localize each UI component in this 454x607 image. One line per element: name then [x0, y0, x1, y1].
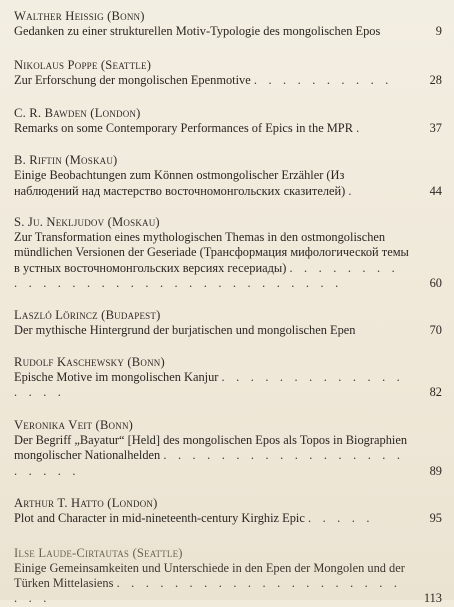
- toc-entry: [14, 153, 442, 199]
- leader-dots: . . . . . . . . . . . . . . . . . . . . . . . . . . . . . . .: [14, 260, 399, 291]
- toc-entry: [14, 308, 442, 338]
- author-name: Laszló Lörincz (Budapest): [14, 307, 161, 322]
- page-number: 28: [429, 73, 442, 88]
- contribution-title: Remarks on some Contemporary Performances of Epics in the MPR: [14, 120, 353, 135]
- contribution-title-line: [14, 73, 442, 88]
- contribution-title-line: [14, 370, 442, 401]
- author-name: Veronika Veit (Bonn): [14, 417, 134, 432]
- page-number: 89: [429, 463, 442, 478]
- author-name: Nikolaus Poppe (Seattle): [14, 58, 152, 73]
- contribution-title-line: [14, 323, 442, 338]
- page-number: 95: [429, 511, 442, 526]
- contribution-title-line: [14, 511, 442, 526]
- toc-entry: [14, 355, 442, 401]
- contribution-title: Einige Gemeinsamkeiten und Unterschiede in den Epen der Mongolen und der Türken Mittelasiens: [14, 560, 405, 590]
- toc-entry: [14, 215, 442, 292]
- author-name: B. Riftin (Moskau): [14, 153, 118, 168]
- leader-dots: . . . . . . . . . .: [253, 73, 393, 88]
- leader-dots: . . . . .: [307, 511, 374, 526]
- page-number: 9: [435, 24, 442, 38]
- author-name: C. R. Bawden (London): [14, 105, 141, 120]
- page-number: 60: [429, 276, 442, 291]
- contribution-title: Plot and Character in mid-nineteenth-century Kirghiz Epic: [14, 511, 305, 526]
- page-number: 82: [429, 385, 442, 400]
- toc-entry: [14, 546, 442, 607]
- contribution-title: Zur Erforschung der mongolischen Epenmotive: [14, 73, 251, 88]
- contribution-title: Der Begriff „Bayatur“ [Held] des mongolischen Epos als Topos in Biographien mongolischer Nationalhelden: [14, 432, 408, 463]
- contribution-title-line: [14, 230, 442, 292]
- toc-entry: [14, 496, 442, 526]
- contribution-title: Zur Transformation eines mythologischen Themas in den ostmongolischen mündlichen Versionen der Geseriade (Трансформация мифологической темы в устных восточномонгольских версиях гесериады): [14, 230, 409, 275]
- page-number: 44: [429, 183, 442, 198]
- page-number: 37: [429, 120, 442, 135]
- toc-entry: [14, 9, 442, 39]
- contribution-title-line: [14, 168, 442, 199]
- leader-dots: .: [348, 183, 356, 198]
- contribution-title-line: [14, 433, 442, 479]
- contribution-title-line: [14, 121, 442, 136]
- contribution-title: Gedanken zu einer strukturellen Motiv-Typologie des mongolischen Epos: [14, 24, 381, 38]
- author-name: Rudolf Kaschewsky (Bonn): [14, 355, 165, 370]
- toc-entry: [14, 418, 442, 479]
- contribution-title-line: [14, 24, 442, 39]
- leader-dots: . . . . . . . . . . . . . . . . .: [14, 370, 404, 400]
- toc-entry: [14, 106, 442, 136]
- page-number: 113: [423, 591, 442, 606]
- toc-entry: [14, 58, 442, 88]
- contribution-title: Epische Motive im mongolischen Kanjur: [14, 370, 219, 385]
- author-name: S. Ju. Nekljudov (Moskau): [14, 215, 160, 230]
- contribution-title: Der mythische Hintergrund der burjatischen und mongolischen Epen: [14, 322, 356, 337]
- leader-dots: . . . . . . . . . . . . . . . . . . . . . . .: [14, 575, 402, 606]
- contribution-title: Einige Beobachtungen zum Können ostmongolischer Erzähler (Из наблюдений над мастерство восточномонгольских сказителей): [14, 168, 346, 198]
- author-name: Arthur T. Hatto (London): [14, 496, 158, 511]
- author-name: Walther Heissig (Bonn): [14, 9, 145, 23]
- author-name: Ilse Laude-Cirtautas (Seattle): [14, 545, 183, 560]
- leader-dots: .: [356, 120, 364, 135]
- leader-dots: . . . . . . . . . . . . . . . . . . . . . .: [14, 448, 405, 478]
- page-number: 70: [429, 322, 442, 337]
